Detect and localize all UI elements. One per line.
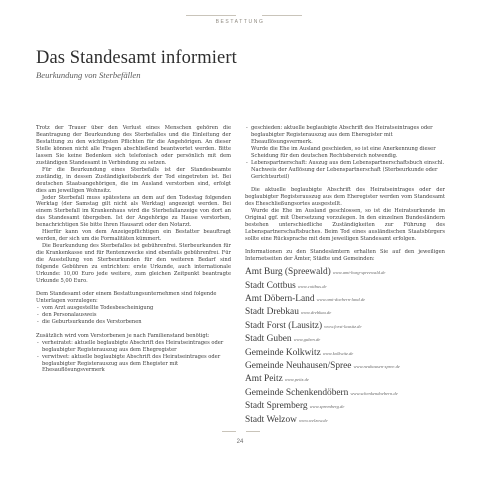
office-name: Stadt Guben <box>245 334 292 345</box>
fees-paragraph: Die Beurkundung des Sterbefalles ist gebührenfrei. Sterbeurkunden für die Krankenkasse und für Rentenzwecke sind ebenfalls gebührenfrei. Für die Ausstellung von Sterbeurkunden für den weiteren Bedarf sind folgende Gebühren zu entrichten: erste Urkunde, auch internationale Urkunde: 10,00 Euro jede weitere, zum gleichen Zeitpunkt beantragte Urkunde 5,00 Euro. <box>36 243 231 284</box>
office-url[interactable]: www.kolkwitz.de <box>322 350 354 356</box>
office-name: Stadt Drebkau <box>245 307 299 318</box>
left-column <box>36 125 231 374</box>
deadline-paragraph: Jeder Sterbefall muss spätestens an dem auf den Todestag folgenden Werktag (der Samstag gilt nicht als Werktag) angezeigt werden. Bei einem Sterbefall im Krankenhaus wird die Sterbefallanzeige von dort an das Standesamt übergeben. Ist der Angehörige zu Hause verstorben, benachrichtigen Sie bitte Ihren Hausarzt oder den Notarzt. <box>36 194 231 229</box>
list-item: - geschieden: aktuelle beglaubigte Abschrift des Heiratseintrages oder beglaubigter Registerauszug aus dem Eheregister mit Eheauflösungsvermerk. <box>245 125 445 146</box>
list-item: - die Geburtsurkunde des Verstorbenen <box>36 319 231 326</box>
right-column <box>245 125 445 427</box>
office-item <box>245 333 445 346</box>
page-subtitle: Beurkundung von Sterbefällen <box>36 70 141 80</box>
office-name: Gemeinde Neuhausen/Spree <box>245 361 352 371</box>
section-label: BESTATTUNG <box>208 19 273 25</box>
office-url[interactable]: www.amt-burg-spreewald.de <box>332 270 386 276</box>
list-item: - vom Arzt ausgestellte Todesbescheinigung <box>36 305 231 312</box>
documents-intro: Dem Standesamt oder einem Bestattungsunternehmen sind folgende Unterlagen vorzulegen: <box>36 291 217 305</box>
status-list-continued <box>245 125 445 146</box>
office-item <box>245 280 445 293</box>
office-item <box>245 373 445 386</box>
office-url[interactable]: www.cottbus.de <box>297 283 327 289</box>
offices-list <box>245 266 445 427</box>
partnership-list <box>245 160 445 181</box>
list-item: - Lebenspartnerschaft: Auszug aus dem Lebenspartnerschaftsbuch einschl. Nachweis der Auflösung der Lebenspartnerschaft (Sterbeurkunde oder Gerichtsurteil) <box>245 160 445 181</box>
office-url[interactable]: www.guben.de <box>293 337 321 343</box>
office-url[interactable]: www.peitz.de <box>284 377 309 383</box>
marriage-record-paragraph: Die aktuelle beglaubigte Abschrift des Heiratseintrages oder der beglaubigter Registerauszug aus dem Eheregister werden vom Standesamt des Eheschließungsortes ausgestellt. <box>245 187 445 208</box>
office-item <box>245 266 445 279</box>
office-name: Amt Burg (Spreewald) <box>245 267 331 278</box>
office-item <box>245 320 445 333</box>
office-url[interactable]: www.drebkau.de <box>300 310 332 316</box>
office-name: Stadt Spremberg <box>245 401 308 412</box>
list-item: - verheiratet: aktuelle beglaubigte Abschrift des Heiratseintrages oder beglaubigter Registerauszug aus dem Ehegregister <box>36 340 231 354</box>
status-intro: Zusätzlich wird vom Verstorbenen je nach Familienstand benötigt: <box>36 332 210 339</box>
page-title: Das Standesamt informiert <box>36 48 237 68</box>
page-number: 24 <box>231 439 250 445</box>
office-name: Stadt Welzow <box>245 414 297 425</box>
foreign-divorce-note: Wurde die Ehe im Ausland geschieden, so ist eine Anerkennung dieser Scheidung für den deutschen Rechtsbereich notwendig. <box>251 145 436 159</box>
office-url[interactable]: www.amt-doebern-land.de <box>316 296 366 302</box>
office-url[interactable]: www.schenkendoebern.de <box>350 390 398 396</box>
office-name: Stadt Forst (Lausitz) <box>245 320 323 331</box>
section-header <box>0 8 480 27</box>
office-url[interactable]: www.spremberg.de <box>309 404 345 410</box>
office-name: Gemeinde Schenkendöbern <box>245 387 349 398</box>
office-item <box>245 387 445 400</box>
office-url[interactable]: www.forst-lausitz.de <box>324 323 362 329</box>
office-url[interactable]: www.neuhausen-spree.de <box>353 364 400 369</box>
office-name: Gemeinde Kolkwitz <box>245 347 321 358</box>
office-name: Stadt Cottbus <box>245 280 296 291</box>
status-list <box>36 340 231 375</box>
office-name: Amt Döbern-Land <box>245 293 315 304</box>
office-item <box>245 360 445 373</box>
intro-paragraph: Trotz der Trauer über den Verlust eines Menschen gehören die Beantragung der Beurkundung des Sterbefalles und die Einleitung der Bestattung zu den wichtigsten Pflichten für die Angehörigen. An dieser Stelle können nicht alle Fragen abschließend beantwortet werden. Bitte lassen Sie keine Bedenken sich telefonisch oder persönlich mit dem zuständigen Standesamt in Verbindung zu setzen. <box>36 125 231 166</box>
page-footer <box>0 428 480 447</box>
office-item <box>245 400 445 413</box>
office-item <box>245 347 445 360</box>
offices-intro: Informationen zu den Standesämtern erhalten Sie auf den jeweiligen Internetseiten der Ämter, Städte und Gemeinden: <box>245 249 445 263</box>
foreign-marriage-paragraph: Wurde die Ehe im Ausland geschlossen, so ist die Heiratsurkunde im Original ggf. mit Übersetzung vorzulegen. In den einzelnen Bundesländern bestehen unterschiedliche Zuständigkeiten zur Führung des Lebenspartnerschaftsbuches. Beim Tod eines ausländischen Staatsbürgers sollte eine Rücksprache mit dem jeweiligen Standesamt erfolgen. <box>245 207 445 242</box>
office-name: Amt Peitz <box>245 374 283 385</box>
list-item: - den Personalausweis <box>36 312 231 319</box>
office-item <box>245 414 445 427</box>
undertaker-paragraph: Hierfür kann von dem Anzeigepflichtigen ein Bestatter beauftragt werden, der sich um die Formalitäten kümmert. <box>36 229 231 243</box>
jurisdiction-paragraph: Für die Beurkundung eines Sterbefalls ist der Standesbeamte zuständig, in dessen Zuständigkeitsbezirk der Tod eingetreten ist. Bei deutschen Staatsangehörigen, die im Ausland verstorben sind, erfolgt dies am jeweiligen Wohnsitz. <box>36 166 231 194</box>
office-item <box>245 306 445 319</box>
office-url[interactable]: www.welzow.de <box>298 417 328 423</box>
office-item <box>245 293 445 306</box>
documents-list <box>36 305 231 326</box>
list-item: - verwitwet: aktuelle beglaubigte Abschrift des Heiratseintrages oder beglaubigter Registerauszug aus dem Ehegister mit Ehesauflösungsvermerk <box>36 354 231 375</box>
